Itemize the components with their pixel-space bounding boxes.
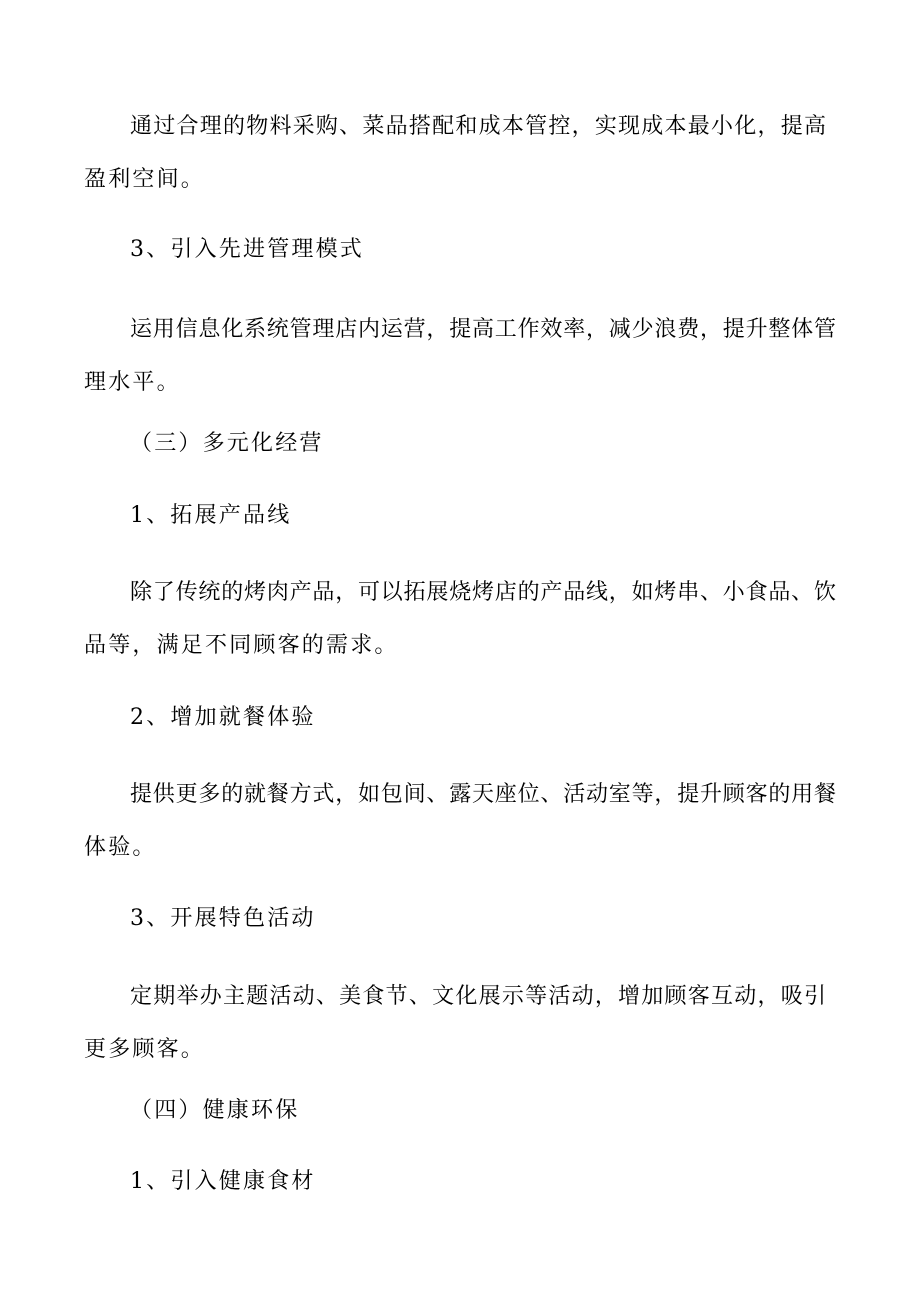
section-heading: （三）多元化经营 — [130, 431, 324, 456]
paragraph-line: 盈利空间。 — [84, 167, 206, 192]
section-heading: （四）健康环保 — [130, 1098, 300, 1123]
subheading: 2、增加就餐体验 — [130, 705, 316, 730]
paragraph-line: 通过合理的物料采购、菜品搭配和成本管控，实现成本最小化，提高 — [130, 114, 826, 139]
subheading: 3、引入先进管理模式 — [130, 237, 364, 262]
paragraph-line: 理水平。 — [84, 370, 181, 395]
subheading: 1、拓展产品线 — [130, 503, 292, 528]
paragraph-line: 体验。 — [84, 835, 157, 860]
paragraph-line: 品等，满足不同顾客的需求。 — [84, 633, 399, 658]
paragraph-line: 除了传统的烤肉产品，可以拓展烧烤店的产品线，如烤串、小食品、饮 — [130, 580, 836, 605]
subheading: 3、开展特色活动 — [130, 906, 316, 931]
subheading: 1、引入健康食材 — [130, 1169, 316, 1194]
paragraph-line: 运用信息化系统管理店内运营，提高工作效率，减少浪费，提升整体管 — [130, 317, 836, 342]
paragraph-line: 定期举办主题活动、美食节、文化展示等活动，增加顾客互动，吸引 — [130, 984, 826, 1009]
paragraph-line: 更多顾客。 — [84, 1037, 206, 1062]
paragraph-line: 提供更多的就餐方式，如包间、露天座位、活动室等，提升顾客的用餐 — [130, 782, 836, 807]
